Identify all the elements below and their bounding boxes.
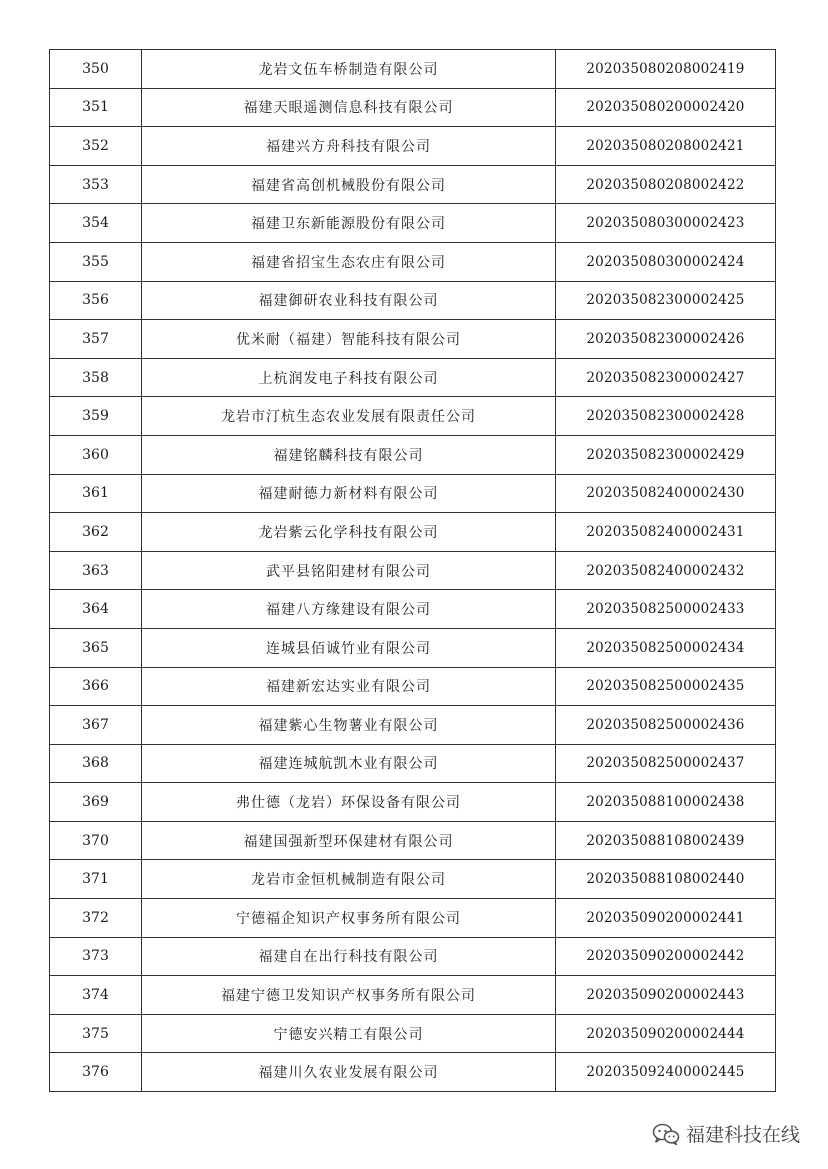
- registration-code-cell: 202035080208002421: [556, 127, 776, 166]
- table-row: [50, 937, 776, 976]
- registration-code-cell: 202035082400002431: [556, 513, 776, 552]
- watermark-text: 福建科技在线: [685, 1124, 800, 1146]
- table-row: [50, 358, 776, 397]
- company-name-cell: 龙岩市金恒机械制造有限公司: [142, 860, 556, 899]
- company-name-cell: 龙岩市汀杭生态农业发展有限责任公司: [142, 397, 556, 436]
- company-name-cell: 福建铭麟科技有限公司: [142, 435, 556, 474]
- registration-code-cell: 202035080300002423: [556, 204, 776, 243]
- row-number-cell: 368: [50, 744, 142, 783]
- row-number-cell: 376: [50, 1053, 142, 1092]
- company-name-cell: 福建兴方舟科技有限公司: [142, 127, 556, 166]
- registration-code-cell: 202035088100002438: [556, 783, 776, 822]
- company-name-cell: 福建八方缘建设有限公司: [142, 590, 556, 629]
- row-number-cell: 366: [50, 667, 142, 706]
- registration-code-cell: 202035080208002419: [556, 50, 776, 89]
- table-row: [50, 165, 776, 204]
- registration-code-cell: 202035090200002444: [556, 1014, 776, 1053]
- table-row: [50, 435, 776, 474]
- row-number-cell: 352: [50, 127, 142, 166]
- table-row: [50, 744, 776, 783]
- row-number-cell: 364: [50, 590, 142, 629]
- company-list-table-wrapper: [49, 49, 775, 1092]
- row-number-cell: 355: [50, 242, 142, 281]
- row-number-cell: 367: [50, 706, 142, 745]
- registration-code-cell: 202035082300002428: [556, 397, 776, 436]
- row-number-cell: 351: [50, 88, 142, 127]
- registration-code-cell: 202035088108002440: [556, 860, 776, 899]
- table-row: [50, 88, 776, 127]
- registration-code-cell: 202035092400002445: [556, 1053, 776, 1092]
- table-row: [50, 513, 776, 552]
- company-list-table: [49, 49, 776, 1092]
- company-name-cell: 福建新宏达实业有限公司: [142, 667, 556, 706]
- registration-code-cell: 202035082500002434: [556, 628, 776, 667]
- table-row: [50, 242, 776, 281]
- company-name-cell: 上杭润发电子科技有限公司: [142, 358, 556, 397]
- row-number-cell: 365: [50, 628, 142, 667]
- table-row: [50, 50, 776, 89]
- company-name-cell: 福建紫心生物薯业有限公司: [142, 706, 556, 745]
- registration-code-cell: 202035082300002426: [556, 320, 776, 359]
- company-name-cell: 连城县佰诚竹业有限公司: [142, 628, 556, 667]
- row-number-cell: 372: [50, 899, 142, 938]
- registration-code-cell: 202035090200002441: [556, 899, 776, 938]
- registration-code-cell: 202035090200002443: [556, 976, 776, 1015]
- row-number-cell: 362: [50, 513, 142, 552]
- registration-code-cell: 202035090200002442: [556, 937, 776, 976]
- company-name-cell: 福建宁德卫发知识产权事务所有限公司: [142, 976, 556, 1015]
- company-name-cell: 福建国强新型环保建材有限公司: [142, 821, 556, 860]
- company-name-cell: 龙岩文伍车桥制造有限公司: [142, 50, 556, 89]
- registration-code-cell: 202035082300002425: [556, 281, 776, 320]
- row-number-cell: 354: [50, 204, 142, 243]
- row-number-cell: 357: [50, 320, 142, 359]
- company-name-cell: 福建川久农业发展有限公司: [142, 1053, 556, 1092]
- company-name-cell: 福建御研农业科技有限公司: [142, 281, 556, 320]
- company-name-cell: 武平县铭阳建材有限公司: [142, 551, 556, 590]
- row-number-cell: 371: [50, 860, 142, 899]
- company-name-cell: 福建省高创机械股份有限公司: [142, 165, 556, 204]
- row-number-cell: 375: [50, 1014, 142, 1053]
- table-row: [50, 397, 776, 436]
- table-row: [50, 590, 776, 629]
- watermark: [652, 1120, 800, 1147]
- row-number-cell: 374: [50, 976, 142, 1015]
- table-row: [50, 667, 776, 706]
- company-name-cell: 福建自在出行科技有限公司: [142, 937, 556, 976]
- registration-code-cell: 202035082500002436: [556, 706, 776, 745]
- row-number-cell: 359: [50, 397, 142, 436]
- company-name-cell: 福建卫东新能源股份有限公司: [142, 204, 556, 243]
- registration-code-cell: 202035080200002420: [556, 88, 776, 127]
- table-row: [50, 127, 776, 166]
- company-name-cell: 优米耐（福建）智能科技有限公司: [142, 320, 556, 359]
- registration-code-cell: 202035082400002430: [556, 474, 776, 513]
- row-number-cell: 358: [50, 358, 142, 397]
- table-row: [50, 628, 776, 667]
- table-row: [50, 204, 776, 243]
- registration-code-cell: 202035088108002439: [556, 821, 776, 860]
- row-number-cell: 369: [50, 783, 142, 822]
- table-row: [50, 783, 776, 822]
- company-name-cell: 福建天眼遥测信息科技有限公司: [142, 88, 556, 127]
- company-name-cell: 龙岩紫云化学科技有限公司: [142, 513, 556, 552]
- company-name-cell: 福建耐德力新材料有限公司: [142, 474, 556, 513]
- row-number-cell: 373: [50, 937, 142, 976]
- registration-code-cell: 202035080208002422: [556, 165, 776, 204]
- table-row: [50, 281, 776, 320]
- table-row: [50, 551, 776, 590]
- row-number-cell: 361: [50, 474, 142, 513]
- registration-code-cell: 202035082300002429: [556, 435, 776, 474]
- table-row: [50, 706, 776, 745]
- row-number-cell: 360: [50, 435, 142, 474]
- table-row: [50, 976, 776, 1015]
- table-row: [50, 1053, 776, 1092]
- company-name-cell: 福建省招宝生态农庄有限公司: [142, 242, 556, 281]
- table-row: [50, 474, 776, 513]
- company-name-cell: 弗仕德（龙岩）环保设备有限公司: [142, 783, 556, 822]
- table-body: [50, 50, 776, 1092]
- row-number-cell: 370: [50, 821, 142, 860]
- table-row: [50, 860, 776, 899]
- row-number-cell: 350: [50, 50, 142, 89]
- registration-code-cell: 202035082300002427: [556, 358, 776, 397]
- registration-code-cell: 202035082500002433: [556, 590, 776, 629]
- registration-code-cell: 202035080300002424: [556, 242, 776, 281]
- table-row: [50, 899, 776, 938]
- table-row: [50, 320, 776, 359]
- row-number-cell: 356: [50, 281, 142, 320]
- company-name-cell: 福建连城航凯木业有限公司: [142, 744, 556, 783]
- company-name-cell: 宁德安兴精工有限公司: [142, 1014, 556, 1053]
- row-number-cell: 353: [50, 165, 142, 204]
- table-row: [50, 1014, 776, 1053]
- registration-code-cell: 202035082400002432: [556, 551, 776, 590]
- registration-code-cell: 202035082500002435: [556, 667, 776, 706]
- wechat-icon: [652, 1123, 680, 1145]
- company-name-cell: 宁德福企知识产权事务所有限公司: [142, 899, 556, 938]
- registration-code-cell: 202035082500002437: [556, 744, 776, 783]
- table-row: [50, 821, 776, 860]
- row-number-cell: 363: [50, 551, 142, 590]
